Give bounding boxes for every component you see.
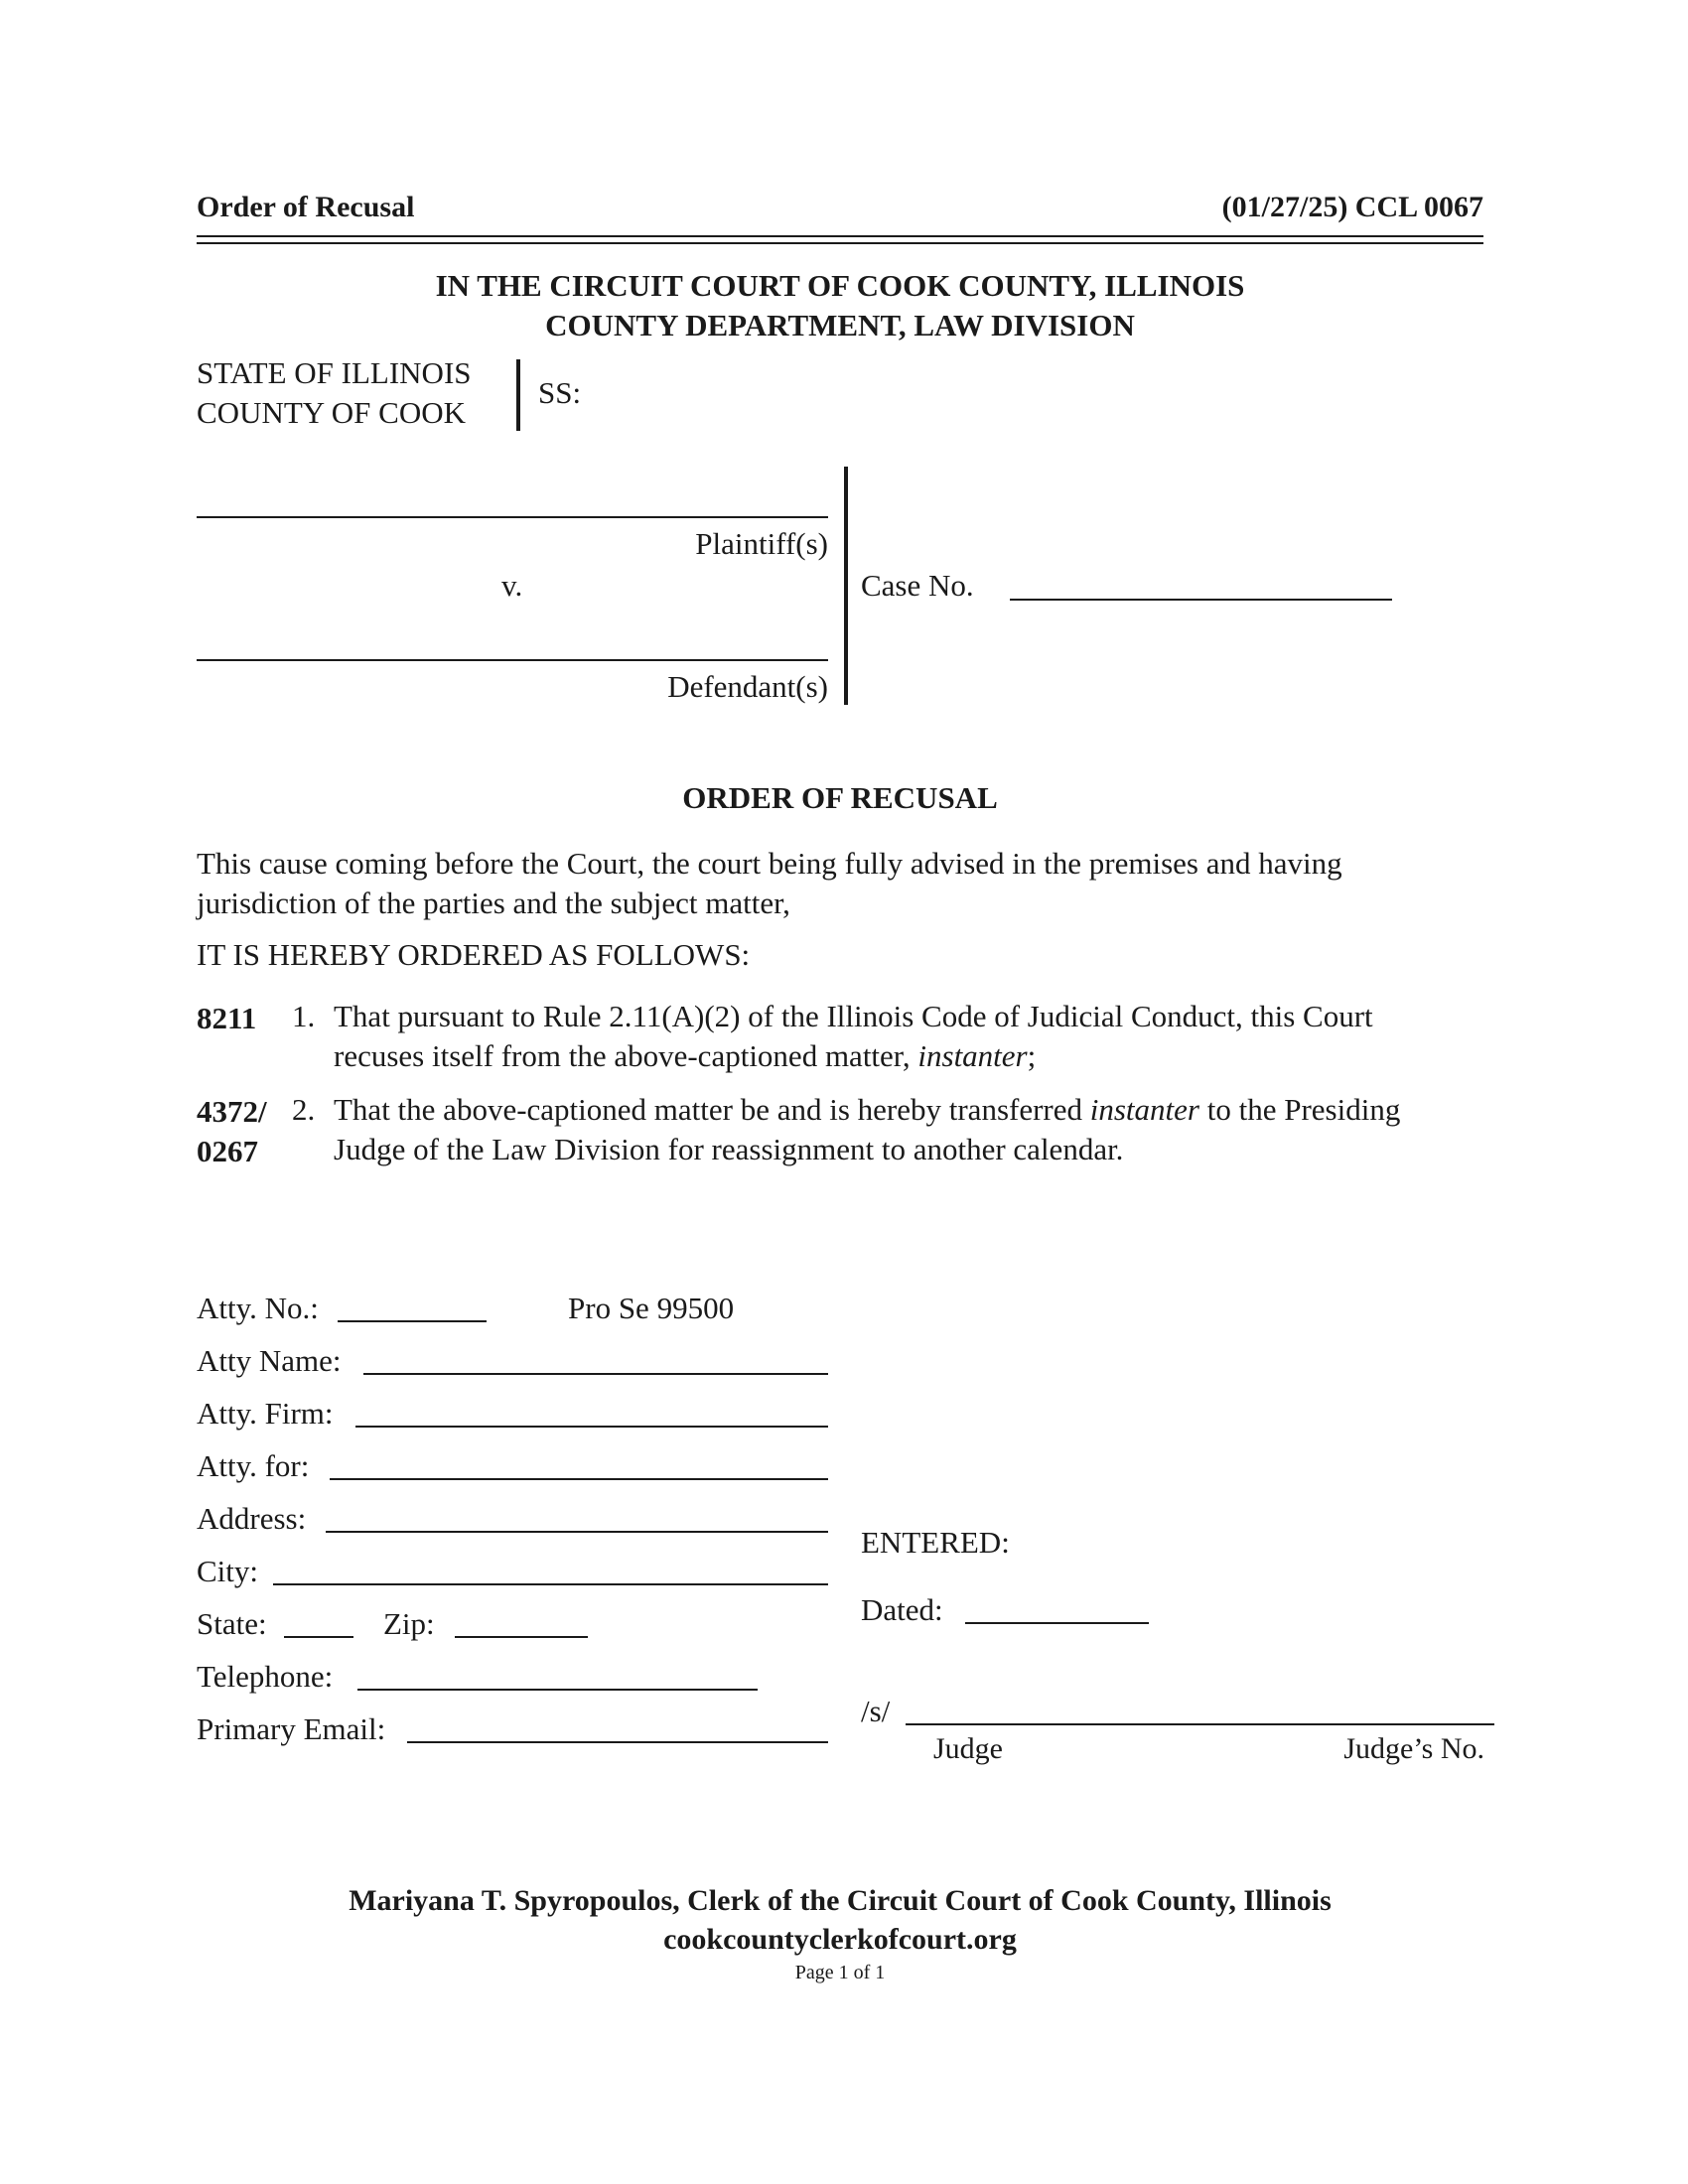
atty-no-field[interactable] (338, 1320, 487, 1322)
venue-bracket (516, 359, 520, 431)
state-label: State: (197, 1606, 267, 1641)
intro-line-2: jurisdiction of the parties and the subject matter, (197, 886, 790, 920)
zip-field[interactable] (455, 1636, 588, 1638)
caption-divider (844, 467, 848, 705)
order-item-number-2: 2. (292, 1092, 316, 1127)
versus-label: v. (501, 568, 523, 603)
zip-label: Zip: (383, 1606, 435, 1641)
venue-ss: SS: (538, 375, 582, 410)
venue-county: COUNTY OF COOK (197, 395, 466, 430)
judge-label: Judge (933, 1732, 1003, 1765)
atty-name-field[interactable] (363, 1373, 828, 1375)
address-label: Address: (197, 1501, 307, 1536)
atty-firm-field[interactable] (355, 1426, 828, 1428)
order-item-1-text: recuses itself from the above-captioned matter, (334, 1038, 918, 1073)
city-label: City: (197, 1554, 259, 1588)
footer-page-number: Page 1 of 1 (794, 1962, 886, 1983)
plaintiff-line[interactable] (197, 516, 828, 518)
order-item-1-line-2 (334, 1036, 1485, 1076)
atty-firm-label: Atty. Firm: (197, 1396, 334, 1431)
footer-clerk: Mariyana T. Spyropoulos, Clerk of the Circuit Court of Cook County, Illinois (349, 1884, 1332, 1917)
judge-signature-line[interactable] (906, 1723, 1494, 1725)
header-rule-top (197, 235, 1483, 237)
defendant-line[interactable] (197, 659, 828, 661)
court-name: IN THE CIRCUIT COURT OF COOK COUNTY, ILLINOIS (435, 268, 1245, 303)
venue-state: STATE OF ILLINOIS (197, 355, 472, 390)
intro-line-1: This cause coming before the Court, the court being fully advised in the premises and having (197, 846, 1342, 881)
order-code-2b: 0267 (197, 1134, 258, 1168)
order-code-1: 8211 (197, 1001, 257, 1035)
order-item-2-italic: instanter (1089, 1092, 1199, 1127)
order-item-number-1: 1. (292, 999, 316, 1033)
order-item-2-line-2: Judge of the Law Division for reassignment to another calendar. (334, 1132, 1124, 1166)
defendant-label: Defendant(s) (667, 669, 828, 704)
order-item-2-text: That the above-captioned matter be and is hereby transferred (334, 1092, 1090, 1127)
signature-prefix: /s/ (861, 1694, 891, 1728)
order-item-1-italic: instanter (917, 1038, 1028, 1073)
address-field[interactable] (326, 1531, 828, 1533)
order-title: ORDER OF RECUSAL (682, 780, 998, 815)
order-item-1-end: ; (1027, 1038, 1037, 1073)
telephone-field[interactable] (357, 1689, 758, 1691)
header-rule-bottom (197, 242, 1483, 244)
ordered-statement: IT IS HEREBY ORDERED AS FOLLOWS: (197, 937, 751, 972)
dated-label: Dated: (861, 1592, 943, 1627)
atty-no-label: Atty. No.: (197, 1291, 319, 1325)
order-item-2-end: to the Presiding (1198, 1092, 1401, 1127)
email-label: Primary Email: (197, 1711, 386, 1746)
footer-website[interactable]: cookcountyclerkofcourt.org (663, 1923, 1017, 1956)
city-field[interactable] (273, 1583, 828, 1585)
entered-label: ENTERED: (861, 1525, 1010, 1560)
pro-se-number: Pro Se 99500 (568, 1291, 735, 1325)
email-field[interactable] (407, 1741, 828, 1743)
order-code-2a: 4372/ (197, 1094, 267, 1129)
atty-for-field[interactable] (330, 1478, 828, 1480)
case-no-field[interactable] (1010, 599, 1392, 601)
judge-no-label: Judge’s No. (1343, 1732, 1484, 1765)
telephone-label: Telephone: (197, 1659, 334, 1694)
order-item-2-line-1 (334, 1090, 1485, 1130)
court-division: COUNTY DEPARTMENT, LAW DIVISION (545, 308, 1135, 342)
case-no-label: Case No. (861, 568, 974, 603)
order-item-1-line-1: That pursuant to Rule 2.11(A)(2) of the Illinois Code of Judicial Conduct, this Court (334, 999, 1373, 1033)
plaintiff-label: Plaintiff(s) (695, 526, 828, 561)
dated-field[interactable] (965, 1622, 1149, 1624)
form-code: (01/27/25) CCL 0067 (1221, 191, 1483, 223)
atty-name-label: Atty Name: (197, 1343, 342, 1378)
state-field[interactable] (284, 1636, 353, 1638)
form-title: Order of Recusal (197, 191, 415, 223)
atty-for-label: Atty. for: (197, 1448, 310, 1483)
